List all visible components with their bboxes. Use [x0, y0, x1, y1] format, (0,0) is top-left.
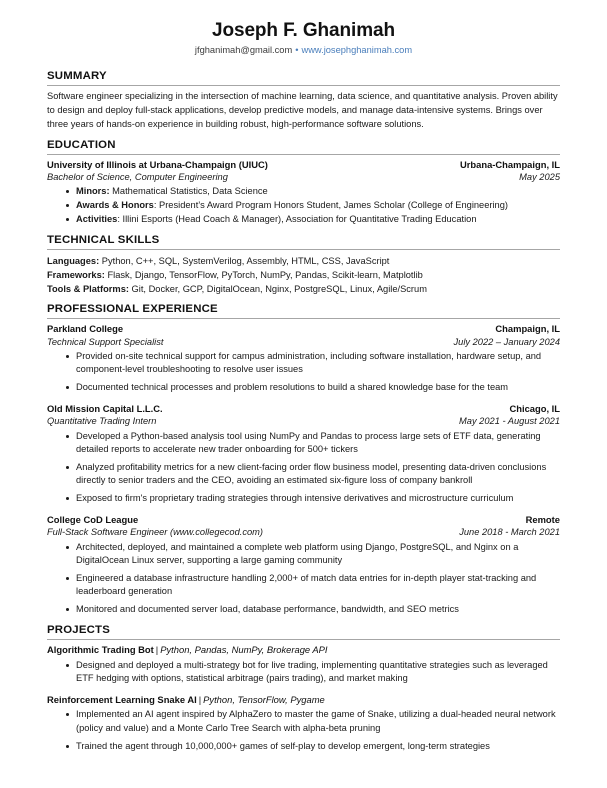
employer-name: Parkland College [47, 323, 124, 335]
experience-header-row [47, 403, 560, 415]
employment-dates: July 2022 – January 2024 [453, 336, 560, 347]
list-item: Engineered a database infrastructure handling 2,000+ of match data entries for in-depth player stat-tracking and leaderboard generation [47, 572, 560, 599]
list-item: Architected, deployed, and maintained a complete web platform using Django, PostgreSQL, and Nginx on a DigitalOcean Linux server, supporting a large gaming community [47, 541, 560, 568]
experience-entry [47, 514, 560, 617]
employment-dates: May 2021 - August 2021 [459, 416, 560, 427]
experience-bullets [47, 541, 560, 617]
section-divider [47, 318, 560, 319]
section-title-summary: SUMMARY [47, 70, 107, 82]
job-title: Quantitative Trading Intern [47, 416, 157, 427]
summary-text: Software engineer specializing in the intersection of machine learning, data science, and quantitative analysis. Proven ability to design and deploy full-stack applications, develop predictive models, and manage data-intensive systems. Brings over three years of hands-on experience in building robust, high-performance software solutions. [47, 91, 558, 129]
section-title-projects: PROJECTS [47, 623, 110, 636]
employer-name: Old Mission Capital L.L.C. [47, 402, 163, 414]
section-projects [47, 624, 560, 753]
list-item: Documented technical processes and problem resolutions to build a shared knowledge base for the team [47, 381, 560, 394]
skill-label: Languages: [47, 255, 100, 266]
skill-values: Git, Docker, GCP, DigitalOcean, Nginx, PostgreSQL, Linux, Agile/Scrum [128, 284, 427, 295]
employment-dates: June 2018 - March 2021 [459, 527, 560, 538]
education-header-row [47, 159, 560, 171]
employer-location: Remote [525, 513, 560, 525]
website-link[interactable]: www.josephghanimah.com [301, 44, 413, 55]
section-divider [47, 249, 560, 250]
section-professional-experience [47, 303, 560, 617]
section-education [47, 139, 560, 227]
bullet-text: : President’s Award Program Honors Student, James Scholar (College of Engineering) [153, 200, 508, 211]
employer-name: College CoD League [47, 513, 139, 525]
experience-header-row [47, 323, 560, 335]
list-item [47, 199, 560, 212]
project-tech-stack: Python, TensorFlow, Pygame [203, 693, 325, 705]
section-summary [47, 70, 560, 132]
list-item: Provided on-site technical support for campus administration, including software installation, hardware setup, and component-level troubleshooting to resolve user issues [47, 350, 560, 377]
project-separator: | [155, 643, 159, 655]
list-item [47, 185, 560, 198]
bullet-text: : Illini Esports (Head Coach & Manager), Association for Quantitative Trading Education [117, 214, 477, 225]
project-name: Algorithmic Trading Bot [47, 643, 154, 655]
email-text: jfghanimah@gmail.com [194, 44, 293, 55]
list-item: Designed and deployed a multi-strategy bot for live trading, implementing quantitative strategies such as leveraged ETF hedging with options, statistical arbitrage (pairs trading), and market making [47, 659, 560, 686]
bullet-text: Mathematical Statistics, Data Science [109, 186, 268, 197]
bullet-label: Minors: [76, 186, 110, 197]
employer-location: Champaign, IL [495, 323, 560, 335]
skill-line-tools [47, 282, 560, 296]
skill-values: Python, C++, SQL, SystemVerilog, Assembly, HTML, CSS, JavaScript [99, 255, 390, 266]
section-divider [47, 85, 560, 86]
experience-header-row [47, 514, 560, 526]
skill-line-frameworks [47, 268, 560, 282]
section-divider [47, 154, 560, 155]
project-tech-stack: Python, Pandas, NumPy, Brokerage API [160, 643, 328, 655]
skill-label: Frameworks: [47, 270, 105, 281]
project-header [47, 644, 560, 657]
candidate-name: Joseph F. Ghanimah [212, 20, 395, 41]
education-entry [47, 159, 560, 227]
contact-separator: • [295, 44, 299, 55]
project-entry [47, 694, 560, 754]
project-header [47, 694, 560, 707]
section-title-education: EDUCATION [47, 138, 116, 151]
list-item: Exposed to firm's proprietary trading strategies through intensive derivatives and microstructure curriculum [47, 492, 560, 505]
section-technical-skills [47, 234, 560, 296]
education-bullets [47, 185, 560, 226]
school-name: University of Illinois at Urbana-Champaign (UIUC) [47, 158, 268, 170]
section-title-experience: PROFESSIONAL EXPERIENCE [47, 303, 218, 316]
project-name: Reinforcement Learning Snake AI [47, 693, 197, 705]
project-separator: | [198, 693, 202, 705]
graduation-date: May 2025 [519, 172, 560, 183]
skill-label: Tools & Platforms: [47, 284, 129, 295]
experience-entry [47, 323, 560, 395]
list-item: Analyzed profitability metrics for a new client-facing order flow business model, presenting data-driven conclusions directly to senior traders and the CEO, avoiding an estimated six-figure loss of company bankroll [47, 461, 560, 488]
section-title-skills: TECHNICAL SKILLS [47, 233, 160, 246]
list-item: Monitored and documented server load, database performance, bandwidth, and SEO metrics [47, 603, 560, 616]
list-item: Trained the agent through 10,000,000+ games of self-play to develop emergent, long-term strategies [47, 740, 560, 753]
school-location: Urbana-Champaign, IL [459, 158, 560, 170]
project-bullets [47, 708, 560, 753]
employer-location: Chicago, IL [509, 402, 560, 414]
project-bullets [47, 659, 560, 686]
resume-header [47, 20, 560, 56]
experience-subheader-row [47, 415, 560, 427]
skill-line-languages [47, 254, 560, 268]
experience-subheader-row [47, 526, 560, 538]
section-divider [47, 639, 560, 640]
project-entry [47, 644, 560, 686]
bullet-label: Awards & Honors [76, 200, 154, 211]
experience-entry [47, 403, 560, 506]
contact-line [47, 45, 560, 56]
list-item: Implemented an AI agent inspired by AlphaZero to master the game of Snake, utilizing a dual-headed neural network (policy and value) and a Monte Carlo Tree Search with alpha-beta pruning [47, 708, 560, 735]
experience-bullets [47, 350, 560, 395]
experience-bullets [47, 430, 560, 506]
degree-name: Bachelor of Science, Computer Engineering [47, 172, 228, 183]
list-item [47, 213, 560, 226]
education-subheader-row [47, 171, 560, 183]
experience-subheader-row [47, 336, 560, 348]
list-item: Developed a Python-based analysis tool using NumPy and Pandas to process large sets of ETF data, generating detailed reports to accelerate new trader onboarding for 500+ tickers [47, 430, 560, 457]
bullet-label: Activities [76, 214, 118, 225]
job-title: Technical Support Specialist [47, 336, 164, 347]
skill-values: Flask, Django, TensorFlow, PyTorch, NumPy, Pandas, Scikit-learn, Matplotlib [104, 270, 423, 281]
job-title: Full-Stack Software Engineer (www.collegecod.com) [47, 527, 263, 538]
